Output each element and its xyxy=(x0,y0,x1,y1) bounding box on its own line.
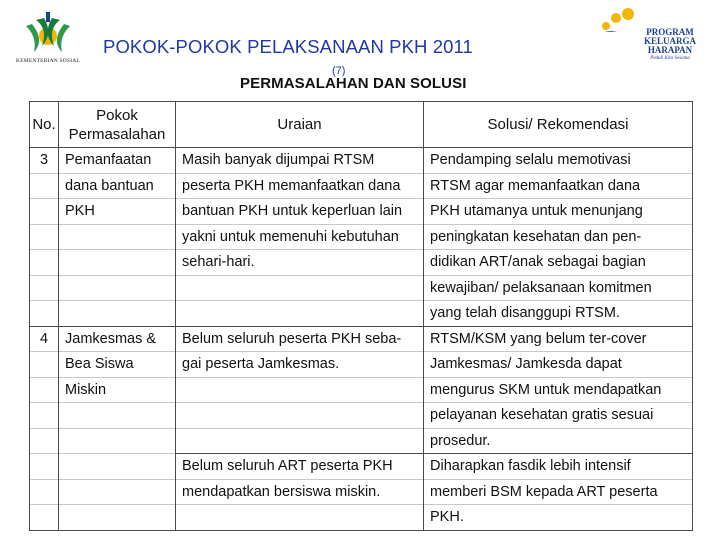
header-no: No. xyxy=(30,102,59,148)
uraian-line: gai peserta Jamkesmas. xyxy=(176,352,423,378)
row-solusi xyxy=(424,454,693,531)
pokok-line: PKH xyxy=(59,199,175,225)
pokok-line: Miskin xyxy=(59,378,175,404)
uraian-line: sehari-hari. xyxy=(176,250,423,276)
solusi-line: kewajiban/ pelaksanaan komitmen xyxy=(424,276,692,302)
uraian-line: Masih banyak dijumpai RTSM xyxy=(176,148,423,174)
row-number-text: 4 xyxy=(30,327,58,353)
pkh-tagline: Peduli Kita Sesama xyxy=(650,56,690,61)
table-header-row xyxy=(30,102,693,148)
header-solusi: Solusi/ Rekomendasi xyxy=(424,102,693,148)
solusi-line: memberi BSM kepada ART peserta xyxy=(424,480,692,506)
pkh-word-2: KELUARGA xyxy=(643,36,696,46)
table-row xyxy=(30,148,693,327)
pkh-logo xyxy=(594,8,714,68)
row-number xyxy=(30,148,59,327)
header-pokok-line1: Pokok xyxy=(96,106,138,124)
row-uraian xyxy=(176,148,424,327)
uraian-line: Belum seluruh peserta PKH seba- xyxy=(176,327,423,353)
row-pokok xyxy=(59,326,176,530)
row-uraian xyxy=(176,454,424,531)
solusi-line: pelayanan kesehatan gratis sesuai xyxy=(424,403,692,429)
row-uraian xyxy=(176,326,424,454)
solusi-line: RTSM agar memanfaatkan dana xyxy=(424,174,692,200)
solusi-line: yang telah disanggupi RTSM. xyxy=(430,305,620,321)
section-title: PERMASALAHAN DAN SOLUSI xyxy=(240,75,467,92)
row-pokok xyxy=(59,148,176,327)
kemensos-caption: KEMENTERIAN SOSIAL xyxy=(16,58,80,64)
solusi-line: PKH. xyxy=(430,509,464,525)
uraian-line: bantuan PKH untuk keperluan lain xyxy=(176,199,423,225)
uraian-line: peserta PKH memanfaatkan dana xyxy=(176,174,423,200)
solusi-line: Diharapkan fasdik lebih intensif xyxy=(424,454,692,480)
uraian-line: Belum seluruh ART peserta PKH xyxy=(176,454,423,480)
solusi-line: prosedur. xyxy=(430,432,491,449)
kemensos-logo xyxy=(6,6,90,72)
header-pokok-line2: Permasalahan xyxy=(68,125,166,143)
pkh-wordmark xyxy=(630,28,710,62)
page-title: POKOK-POKOK PELAKSANAAN PKH 2011 xyxy=(103,36,473,57)
uraian-line: yakni untuk memenuhi kebutuhan xyxy=(176,225,423,251)
row-solusi xyxy=(424,148,693,327)
solusi-line: Jamkesmas/ Jamkesda dapat xyxy=(424,352,692,378)
pokok-line: dana bantuan xyxy=(59,174,175,200)
kemensos-emblem-icon xyxy=(6,6,90,58)
solusi-line: PKH utamanya untuk menunjang xyxy=(424,199,692,225)
solusi-line: mengurus SKM untuk mendapatkan xyxy=(424,378,692,404)
header-pokok xyxy=(59,102,176,148)
table-row xyxy=(30,326,693,454)
header-uraian: Uraian xyxy=(176,102,424,148)
pkh-word-3: HARAPAN xyxy=(647,45,693,55)
solusi-line: Pendamping selalu memotivasi xyxy=(424,148,692,174)
solusi-line: peningkatan kesehatan dan pen- xyxy=(424,225,692,251)
row-number xyxy=(30,326,59,530)
solusi-line: didikan ART/anak sebagai bagian xyxy=(424,250,692,276)
pokok-line: Jamkesmas & xyxy=(59,327,175,353)
pokok-line: Pemanfaatan xyxy=(59,148,175,174)
solusi-line: RTSM/KSM yang belum ter-cover xyxy=(424,327,692,353)
row-solusi xyxy=(424,326,693,454)
row-number-text: 3 xyxy=(30,148,58,174)
pkh-word-1: PROGRAM xyxy=(646,27,694,37)
pokok-line: Bea Siswa xyxy=(59,352,175,378)
uraian-line: mendapatkan bersiswa miskin. xyxy=(176,480,423,506)
problem-solution-table xyxy=(29,101,692,525)
page-number: (7) xyxy=(332,65,346,77)
